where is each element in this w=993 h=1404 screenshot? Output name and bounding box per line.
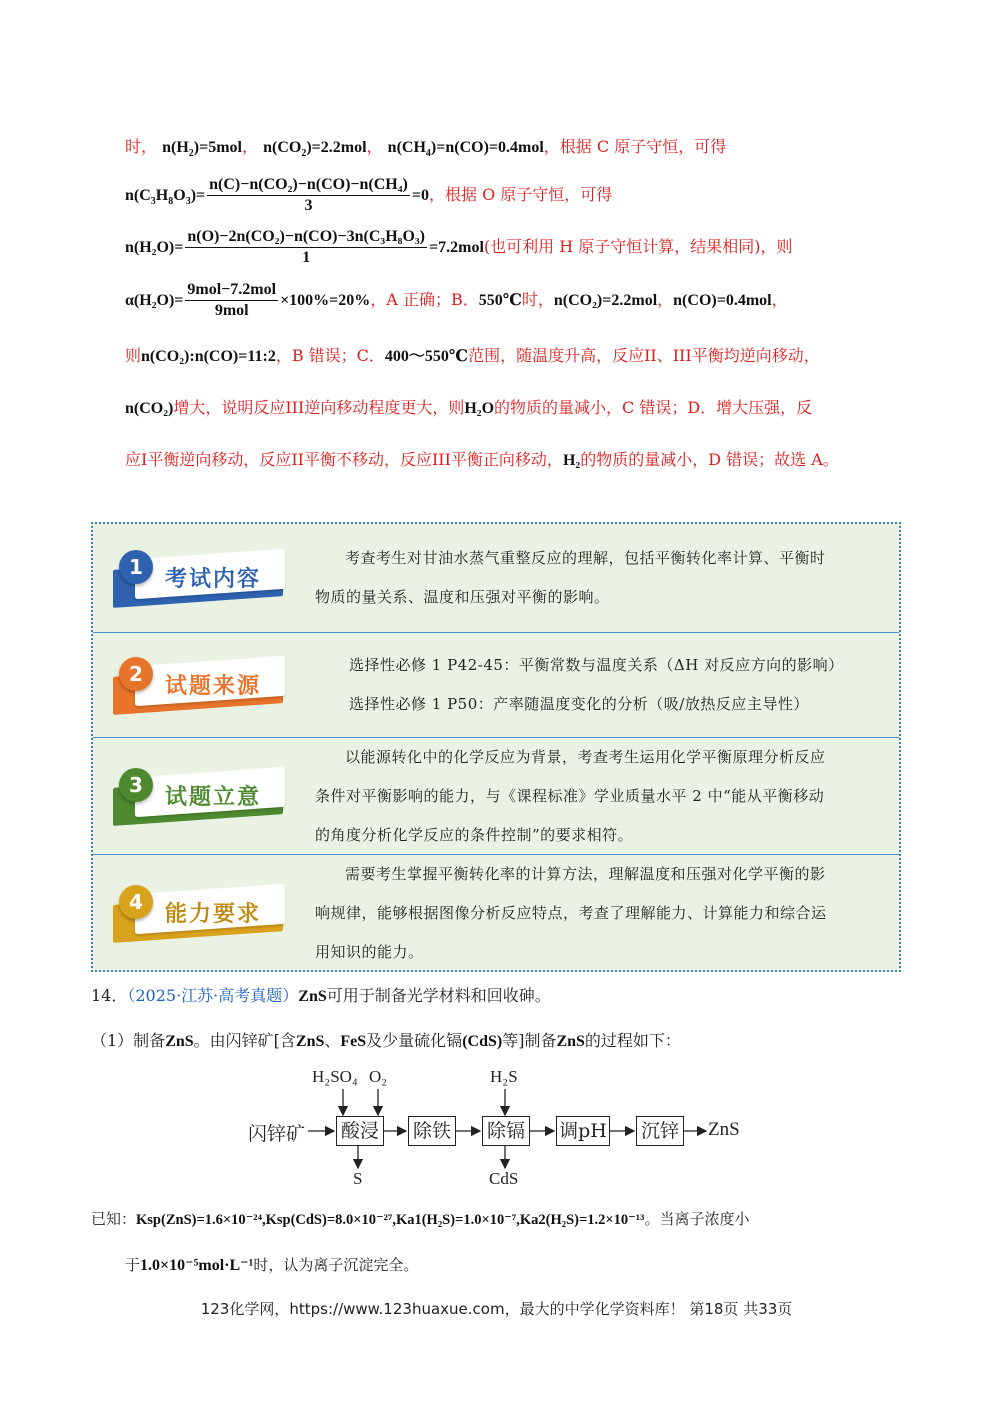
text: 于 [125, 1256, 141, 1274]
text: ， [657, 290, 674, 309]
text: 的物质的量减小，D 错误；故选 A。 [580, 450, 839, 469]
text: ，根据 O 原子守恒，可得 [428, 185, 613, 204]
flow-step-precipitate-zinc: 沉锌 [636, 1116, 684, 1146]
text-line: 需要考生掌握平衡转化率的计算方法，理解温度和压强对化学平衡的影 [345, 865, 826, 883]
formula: n(H₂O)= [125, 239, 184, 256]
formula: ZnS [298, 988, 327, 1005]
formula: n(CO)=0.4mol [673, 292, 772, 309]
known-constants-line-2 [125, 1254, 418, 1275]
formula: H₂O [464, 400, 495, 417]
text: ， [771, 290, 788, 309]
panel-row-ability-requirement [93, 854, 899, 970]
text: 时， [125, 137, 158, 156]
text: ，A 正确；B． [370, 290, 479, 309]
text: 应I平衡逆向移动，反应II平衡不移动，反应III平衡正向移动， [125, 450, 563, 469]
panel-row-exam-content [93, 524, 899, 632]
text-line: 物质的量关系、温度和压强对平衡的影响。 [315, 588, 610, 606]
formula: 400～550℃ [384, 348, 469, 365]
text-line: 以能源转化中的化学反应为背景，考查考生运用化学平衡原理分析反应 [345, 748, 826, 766]
text: ，B 错误；C． [275, 346, 385, 365]
flow-start-label: 闪锌矿 [248, 1124, 306, 1145]
flow-step-acid-leach: 酸浸 [336, 1116, 384, 1146]
formula: $n(H_2)=5mol$ [162, 139, 242, 160]
text: 、 [324, 1031, 341, 1050]
text: 的过程如下： [584, 1031, 681, 1050]
explanation-line-1 [125, 134, 905, 159]
text-line: 响规律，能够根据图像分析反应特点，考查了理解能力、计算能力和综合运 [315, 904, 827, 922]
known-constants-line-1 [91, 1208, 750, 1229]
flow-end-label: ZnS [708, 1119, 740, 1140]
text: 等]制备 [502, 1031, 557, 1050]
process-flow-diagram [240, 1065, 760, 1195]
panel-row-question-intent [93, 737, 899, 854]
text-line: 考查考生对甘油水蒸气重整反应的理解，包括平衡转化率计算、平衡时 [345, 549, 826, 567]
text: ，根据 C 原子守恒，可得 [543, 137, 727, 156]
row-text [315, 539, 890, 617]
badge-title: 试题来源 [165, 674, 262, 699]
explanation-line-2 [125, 176, 905, 215]
text-line: 选择性必修 1 P50：产率随温度变化的分析（吸/放热反应主导性） [349, 695, 809, 713]
text: ， [366, 137, 383, 156]
badge-title: 试题立意 [165, 785, 262, 810]
flow-step-adjust-ph: 调pH [556, 1116, 610, 1146]
question-source[interactable]: （2025·江苏·高考真题） [127, 986, 299, 1005]
text-line: 条件对平衡影响的能力，与《课程标准》学业质量水平 2 中“能从平衡移动 [315, 787, 825, 805]
formula: $n(CO_2)=2.2mol$ [263, 139, 367, 160]
explanation-line-4 [125, 281, 905, 320]
text: 。当离子浓度小 [644, 1210, 750, 1228]
formula: n(CO₂):n(CO)=11:2 [141, 348, 276, 365]
text: 增大，说明反应III逆向移动程度更大，则 [173, 398, 465, 417]
formula: α(H₂O)= [125, 292, 184, 309]
formula: 550℃ [478, 292, 522, 309]
page-footer: 123化学网，https://www.123huaxue.com，最大的中学化学资料库！ 第18页 共33页 [200, 1300, 793, 1318]
formula: ZnS [295, 1033, 325, 1050]
question-number: 14． [91, 986, 128, 1005]
badge-ability-requirement [113, 885, 288, 933]
badge-number: 2 [119, 657, 153, 691]
formula: $n(CH_4)=n(CO)=0.4mol$ [387, 139, 544, 160]
formula: n(CO₂)=2.2mol [553, 292, 658, 309]
badge-number: 4 [119, 885, 153, 919]
text: 可用于制备光学材料和回收砷。 [326, 986, 551, 1005]
text: 的物质的量减小，C 错误；D．增大压强，反 [494, 398, 813, 417]
text: （1）制备 [91, 1031, 166, 1050]
fraction: $\frac{\text{n(O)−2n(CO₂)−n(CO)−3n(C₃H₈O₃)}}{1}$ [187, 228, 426, 266]
badge-number: 1 [119, 550, 153, 584]
row-text [315, 738, 890, 855]
formula: n(CO₂) [125, 400, 174, 417]
flow-output-s: S [353, 1169, 363, 1188]
badge-title: 考试内容 [165, 567, 262, 592]
flow-step-remove-cadmium: 除镉 [482, 1116, 530, 1146]
formula: ZnS [165, 1033, 194, 1050]
result: ×100%=20% [280, 292, 371, 309]
formula: $n(C_3H_8O_3)=$ [125, 187, 206, 208]
formula: (CdS) [462, 1033, 503, 1050]
text: ， [242, 137, 259, 156]
explanation-line-6 [125, 395, 905, 418]
text-line: 选择性必修 1 P42-45：平衡常数与温度关系（ΔH 对反应方向的影响） [349, 656, 844, 674]
formula: 1.0×10⁻⁵mol·L⁻¹ [140, 1257, 254, 1274]
text: 范围，随温度升高，反应II、III平衡均逆向移动， [468, 346, 820, 365]
flow-input-h2s: H₂S [490, 1067, 518, 1086]
formula: H₂ [562, 452, 581, 469]
formula: FeS [340, 1033, 367, 1050]
result: =7.2mol [429, 239, 484, 256]
explanation-line-5 [125, 343, 905, 366]
formula: ZnS [556, 1033, 585, 1050]
flow-input-h2so4: H₂SO₄ [312, 1067, 358, 1086]
row-text [315, 855, 890, 972]
text: (也可利用 H 原子守恒计算，结果相同)，则 [483, 237, 793, 256]
text: 。由闪锌矿[含 [193, 1031, 296, 1050]
badge-question-intent [113, 768, 288, 816]
result: =0 [411, 187, 429, 204]
text: 则 [125, 346, 142, 365]
explanation-line-3 [125, 228, 905, 267]
analysis-panel [91, 522, 901, 972]
row-text [349, 646, 924, 724]
badge-title: 能力要求 [165, 902, 262, 927]
formula: Ksp(ZnS)=1.6×10⁻²⁴,Ksp(CdS)=8.0×10⁻²⁷,Ka1(H₂S)=1.0×10⁻⁷,Ka2(H₂S)=1.2×10⁻¹³ [136, 1212, 645, 1228]
badge-number: 3 [119, 768, 153, 802]
badge-exam-content [113, 550, 288, 598]
question-heading [91, 983, 551, 1006]
flow-step-remove-iron: 除铁 [408, 1116, 456, 1146]
text: 时，认为离子沉淀完全。 [253, 1256, 419, 1274]
question-part-1 [91, 1028, 681, 1051]
text-line: 的角度分析化学反应的条件控制”的要求相符。 [315, 826, 634, 844]
badge-question-source [113, 657, 288, 705]
explanation-line-7 [125, 447, 905, 470]
flow-output-cds: CdS [489, 1169, 519, 1188]
fraction: $\frac{\text{n(C)−n(CO₂)−n(CO)−n(CH₄)}}{3}$ [209, 176, 408, 214]
flow-input-o2: O₂ [369, 1067, 388, 1086]
fraction: $\frac{\text{9mol−7.2mol}}{\text{9mol}}$ [187, 281, 277, 319]
text-line: 用知识的能力。 [315, 943, 424, 961]
text: 及少量硫化镉 [366, 1031, 463, 1050]
text: 已知： [91, 1210, 137, 1228]
panel-row-question-source [93, 632, 899, 737]
text: 时， [521, 290, 554, 309]
